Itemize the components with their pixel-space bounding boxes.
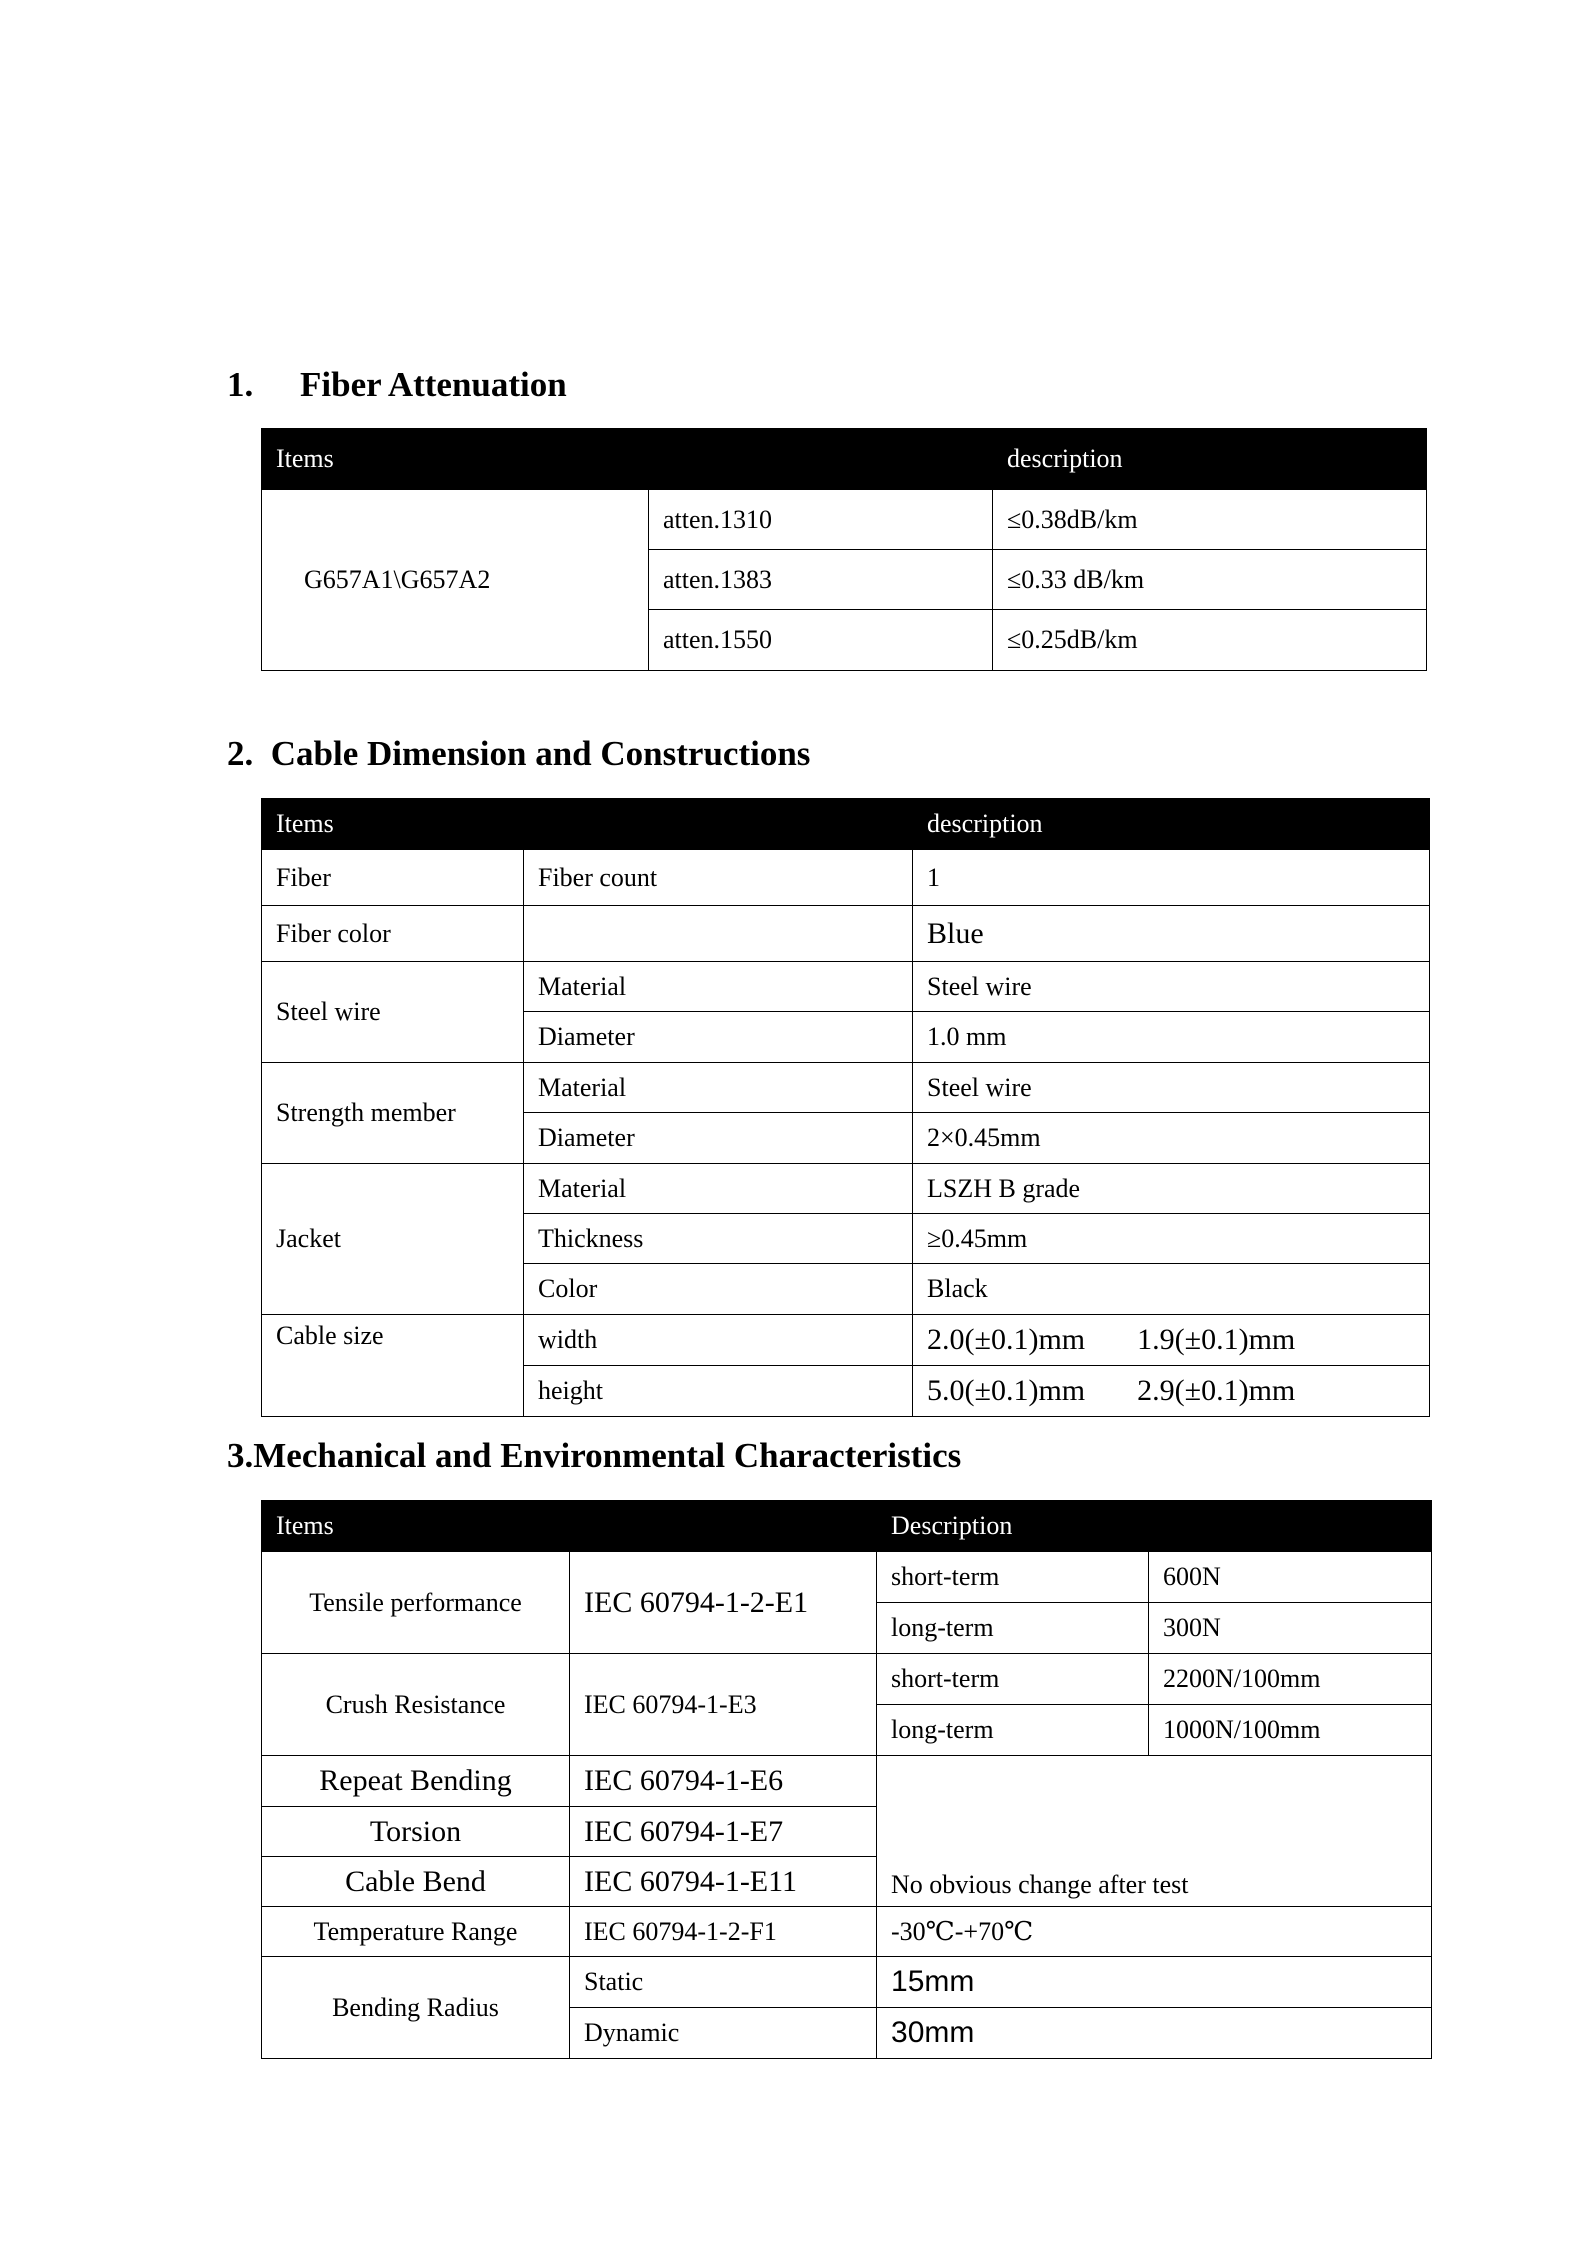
cable-bend-standard: IEC 60794-1-E11 — [570, 1857, 877, 1907]
fiber-count-value: 1 — [913, 850, 1430, 906]
tensile-short-value: 600N — [1149, 1552, 1432, 1603]
bending-radius-label: Bending Radius — [262, 1957, 570, 2059]
steel-wire-diameter-value: 1.0 mm — [913, 1012, 1430, 1063]
jacket-thickness-label: Thickness — [524, 1214, 913, 1264]
crush-label: Crush Resistance — [262, 1654, 570, 1756]
header-description: Description — [877, 1501, 1432, 1552]
temperature-standard: IEC 60794-1-2-F1 — [570, 1907, 877, 1957]
header-description: description — [913, 799, 1430, 850]
steel-wire-label: Steel wire — [262, 962, 524, 1063]
atten-param: atten.1383 — [649, 550, 993, 610]
fiber-count-label: Fiber count — [524, 850, 913, 906]
jacket-label: Jacket — [262, 1164, 524, 1315]
cable-height-a: 5.0(±0.1)mm — [927, 1374, 1086, 1407]
fiber-label: Fiber — [262, 850, 524, 906]
strength-member-material-value: Steel wire — [913, 1063, 1430, 1113]
strength-member-diameter-label: Diameter — [524, 1113, 913, 1164]
section-1-heading — [227, 365, 567, 405]
bending-static-value: 15mm — [877, 1957, 1432, 2008]
fiber-color-label: Fiber color — [262, 906, 524, 962]
no-change-note: No obvious change after test — [877, 1756, 1432, 1907]
section-1-title: Fiber Attenuation — [300, 365, 567, 404]
cable-size-label: Cable size — [262, 1315, 524, 1417]
header-items: Items — [262, 1501, 877, 1552]
bending-static-label: Static — [570, 1957, 877, 2008]
cable-width-a: 2.0(±0.1)mm — [927, 1323, 1086, 1356]
jacket-material-value: LSZH B grade — [913, 1164, 1430, 1214]
section-3-heading: 3.Mechanical and Environmental Characteristics — [227, 1436, 962, 1475]
header-items: Items — [262, 799, 913, 850]
jacket-color-label: Color — [524, 1264, 913, 1315]
mechanical-environmental-table — [261, 1500, 1432, 2059]
crush-short-value: 2200N/100mm — [1149, 1654, 1432, 1705]
fiber-attenuation-table — [261, 428, 1427, 671]
atten-param: atten.1310 — [649, 490, 993, 550]
cable-height-values — [913, 1366, 1430, 1417]
cable-height-label: height — [524, 1366, 913, 1417]
fiber-type-cell: G657A1\G657A2 — [262, 490, 649, 671]
cable-width-b: 1.9(±0.1)mm — [1137, 1323, 1296, 1356]
jacket-material-label: Material — [524, 1164, 913, 1214]
torsion-standard: IEC 60794-1-E7 — [570, 1807, 877, 1857]
repeat-bending-label: Repeat Bending — [262, 1756, 570, 1807]
tensile-short-label: short-term — [877, 1552, 1149, 1603]
strength-member-diameter-value: 2×0.45mm — [913, 1113, 1430, 1164]
cable-width-values — [913, 1315, 1430, 1366]
jacket-thickness-value: ≥0.45mm — [913, 1214, 1430, 1264]
atten-param: atten.1550 — [649, 610, 993, 671]
crush-long-label: long-term — [877, 1705, 1149, 1756]
temperature-value: -30℃-+70℃ — [877, 1907, 1432, 1957]
torsion-label: Torsion — [262, 1807, 570, 1857]
atten-value: ≤0.25dB/km — [993, 610, 1427, 671]
cable-bend-label: Cable Bend — [262, 1857, 570, 1907]
empty-cell — [524, 906, 913, 962]
repeat-bending-standard: IEC 60794-1-E6 — [570, 1756, 877, 1807]
header-items: Items — [262, 429, 993, 490]
atten-value: ≤0.38dB/km — [993, 490, 1427, 550]
tensile-label: Tensile performance — [262, 1552, 570, 1654]
tensile-long-value: 300N — [1149, 1603, 1432, 1654]
steel-wire-diameter-label: Diameter — [524, 1012, 913, 1063]
section-1-number: 1. — [227, 365, 254, 404]
cable-height-b: 2.9(±0.1)mm — [1137, 1374, 1296, 1407]
jacket-color-value: Black — [913, 1264, 1430, 1315]
crush-standard: IEC 60794-1-E3 — [570, 1654, 877, 1756]
atten-value: ≤0.33 dB/km — [993, 550, 1427, 610]
cable-width-label: width — [524, 1315, 913, 1366]
header-description: description — [993, 429, 1427, 490]
crush-short-label: short-term — [877, 1654, 1149, 1705]
steel-wire-material-value: Steel wire — [913, 962, 1430, 1012]
bending-dynamic-label: Dynamic — [570, 2008, 877, 2059]
tensile-long-label: long-term — [877, 1603, 1149, 1654]
section-2-heading: 2. Cable Dimension and Constructions — [227, 734, 811, 773]
fiber-color-value: Blue — [913, 906, 1430, 962]
temperature-label: Temperature Range — [262, 1907, 570, 1957]
tensile-standard: IEC 60794-1-2-E1 — [570, 1552, 877, 1654]
cable-dimension-table — [261, 798, 1430, 1417]
steel-wire-material-label: Material — [524, 962, 913, 1012]
strength-member-material-label: Material — [524, 1063, 913, 1113]
bending-dynamic-value: 30mm — [877, 2008, 1432, 2059]
strength-member-label: Strength member — [262, 1063, 524, 1164]
crush-long-value: 1000N/100mm — [1149, 1705, 1432, 1756]
